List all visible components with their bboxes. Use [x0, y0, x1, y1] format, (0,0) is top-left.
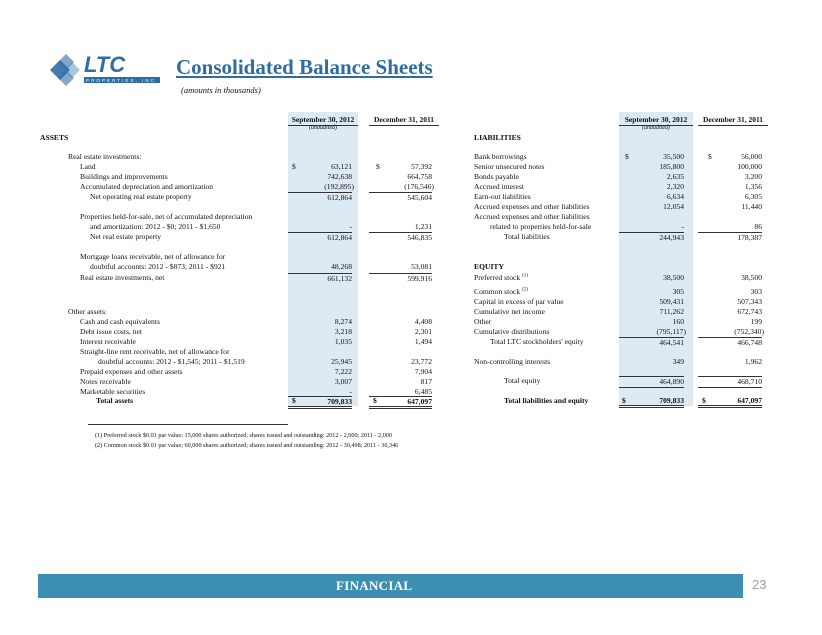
table-row: doubtful accounts: 2012 - $873; 2011 - $921 48,268 53,081 [90, 262, 432, 271]
table-row: Real estate investments, net 661,132 599,916 [80, 273, 432, 283]
page-number: 23 [752, 577, 767, 592]
table-row: Prepaid expenses and other assets 7,222 7,904 [80, 367, 432, 376]
table-row: Other 160 199 [474, 317, 762, 326]
table-row: Accrued interest 2,320 1,356 [474, 182, 762, 191]
table-row: Non-controlling interests 349 1,962 [474, 357, 762, 366]
total-liabilities-equity-row: Total liabilities and equity $ 709,833 $ 647,097 [0, 396, 822, 406]
liab-col-header-current: September 30, 2012 [619, 115, 693, 126]
table-row: Capital in excess of par value 509,431 507,343 [474, 297, 762, 306]
liab-col-header-prior: December 31, 2011 [698, 115, 768, 126]
table-row: related to properties held-for-sale - 86 [490, 222, 762, 231]
total-liabilities-row: Total liabilities 244,943 178,387 [504, 232, 762, 242]
footnote-2: (2) Common stock $0.01 par value; 60,000 shares authorized; shares issued and outstanding: 2012 - 30,498; 2011 - 30,346 [95, 442, 399, 449]
table-row: Marketable securities - 6,485 [80, 387, 432, 396]
table-row: Preferred stock $^{(1)}$ 38,500 38,500 [474, 273, 762, 282]
section-footer-label: FINANCIAL [336, 578, 413, 593]
table-row: Debt issue costs, net 3,218 2,301 [80, 327, 432, 336]
ltc-logo [48, 44, 163, 96]
svg-text:PROPERTIES, INC: PROPERTIES, INC [86, 78, 156, 83]
equity-heading: EQUITY [474, 262, 504, 271]
total-ltc-equity-row: Total LTC stockholders' equity 464,541 466,748 [490, 337, 762, 347]
table-row: Land $ 63,121 $ 57,392 [80, 162, 432, 171]
liabilities-heading: LIABILITIES [474, 133, 521, 142]
table-row: Accrued expenses and other liabilities 12,054 11,440 [474, 202, 762, 211]
assets-heading: ASSETS [40, 133, 69, 142]
assets-unaudited-note: (unaudited) [309, 125, 337, 131]
table-row: Net operating real estate property 612,864 545,604 [90, 192, 432, 202]
table-row: doubtful accounts: 2012 - $1,545; 2011 - $1,519 25,945 23,772 [98, 357, 432, 366]
footnote-1: (1) Preferred stock $0.01 par value; 15,000 shares authorized; shares issued and outstanding: 2012 - 2,000; 2011 - 2,000 [95, 432, 393, 439]
total-assets-row: Total assets 709,833 $ 647,097 $ [0, 396, 822, 406]
assets-col-header-current: September 30, 2012 [288, 115, 358, 126]
straight-line-rent-label: Straight-line rent receivable, net of allowance for [80, 347, 230, 356]
table-row: Earn-out liabilities 6,634 6,305 [474, 192, 762, 201]
held-for-sale-label: Properties held-for-sale, net of accumulated depreciation [80, 212, 253, 221]
table-row: Cumulative distributions (795,117) (752,340) [474, 327, 764, 336]
total-equity-row: Total equity 464,890 468,710 [504, 376, 762, 386]
assets-col-header-prior: December 31, 2011 [369, 115, 439, 126]
footnote-divider [88, 424, 288, 425]
table-row: Common stock $^{(2)}$ 305 303 [474, 287, 762, 296]
liab-unaudited-note: (unaudited) [642, 125, 670, 131]
page-subtitle: (amounts in thousands) [181, 85, 261, 95]
table-row: Net real estate property 612,864 546,835 [90, 232, 432, 242]
table-row: Accumulated depreciation and amortization (192,895) (176,546) [80, 182, 434, 191]
table-row: Senior unsecured notes 185,800 100,000 [474, 162, 762, 171]
logo-wordmark [84, 52, 126, 77]
other-assets-label: Other assets: [68, 307, 108, 316]
table-row: Buildings and improvements 742,638 664,758 [80, 172, 432, 181]
table-row: Bank borrowings $ 35,500 $ 56,000 [474, 152, 762, 161]
table-row: Bonds payable 2,635 3,200 [474, 172, 762, 181]
real-estate-investments-label: Real estate investments: [68, 152, 142, 161]
table-row: Cash and cash equivalents 8,274 4,408 [80, 317, 432, 326]
svg-text:LTC: LTC [84, 52, 126, 77]
accrued-held-for-sale-label: Accrued expenses and other liabilities [474, 212, 590, 221]
table-row: Interest receivable 1,035 1,494 [80, 337, 432, 346]
table-row: Cumulative net income 711,262 672,743 [474, 307, 762, 316]
table-row: and amortization: 2012 - $0; 2011 - $1,650 - 1,231 [90, 222, 432, 231]
mortgage-loans-label: Mortgage loans receivable, net of allowance for [80, 252, 226, 261]
table-row: Notes receivable 3,007 817 [80, 377, 432, 386]
page-title: Consolidated Balance Sheets [176, 55, 433, 79]
